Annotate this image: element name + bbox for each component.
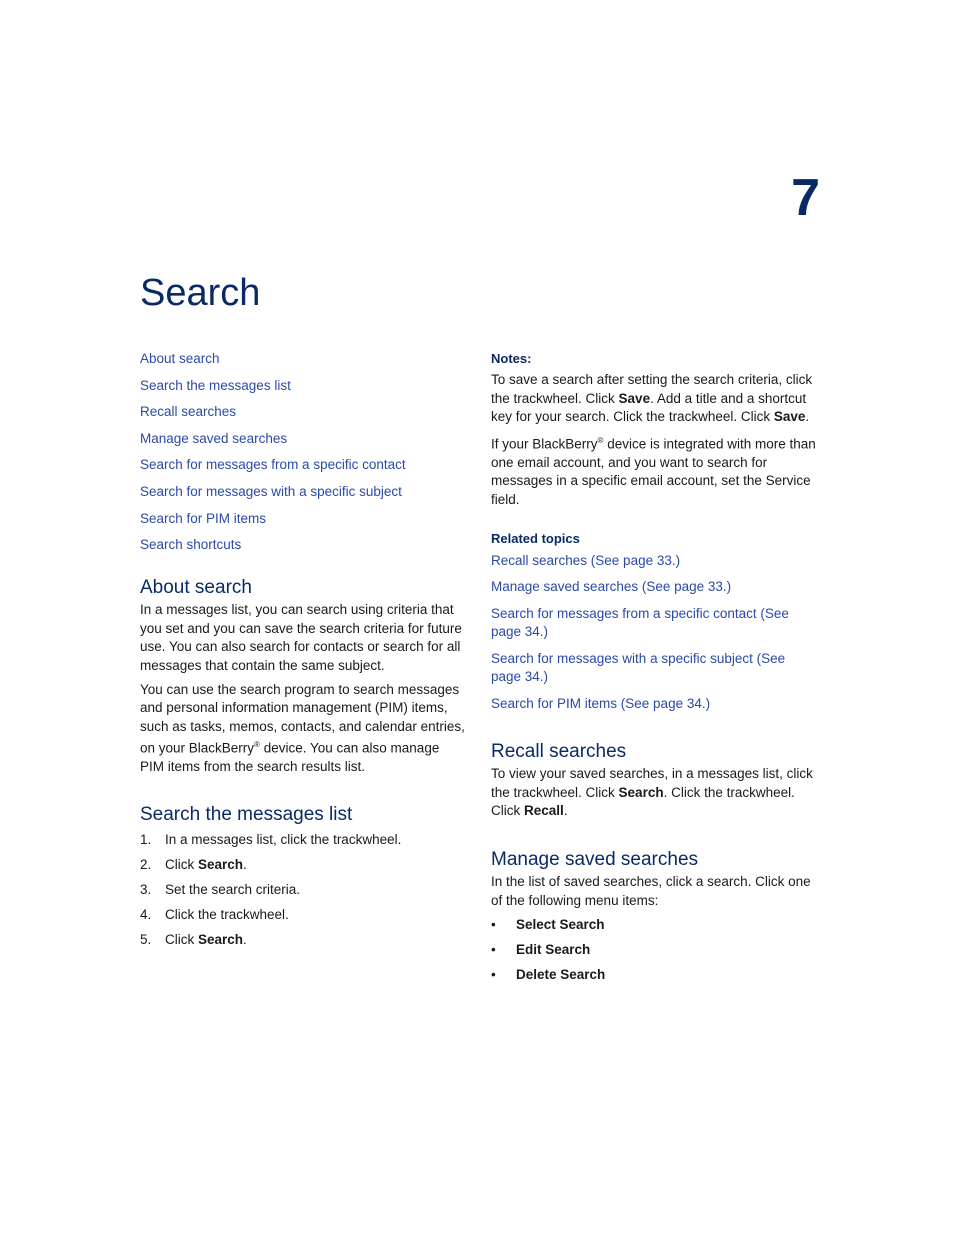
manage-saved-searches-heading: Manage saved searches — [491, 848, 699, 870]
list-item: 2. Click Search. — [140, 857, 247, 872]
about-search-paragraph-1: In a messages list, you can search using criteria that you set and you can save the search criteria for future use. You can also search for contacts or search for all messages that contain the same subject. — [140, 602, 462, 673]
related-topics-section — [491, 530, 816, 714]
notes-paragraph-2: If your BlackBerry® device is integrated with more than one email account, and you want to search for messages in a specific email account, set the Service field. — [491, 435, 816, 508]
related-link-specific-contact[interactable]: Search for messages from a specific contact (See page 34.) — [491, 605, 789, 640]
about-search-section — [140, 576, 465, 777]
related-topics-label: Related topics — [491, 530, 580, 546]
manage-saved-searches-intro: In the list of saved searches, click a search. Click one of the following menu items: — [491, 873, 811, 908]
list-item: • Delete Search — [491, 967, 606, 983]
chapter-number: 7 — [791, 169, 820, 227]
chapter-toc — [140, 350, 465, 554]
list-item: • Edit Search — [491, 942, 591, 958]
search-messages-list-section — [140, 803, 465, 949]
menu-items-list — [491, 916, 816, 984]
related-link-specific-subject[interactable]: Search for messages with a specific subject (See page 34.) — [491, 650, 786, 685]
bullet-icon: • — [491, 942, 496, 958]
page-title: Search — [140, 272, 261, 314]
bullet-icon: • — [491, 967, 496, 983]
toc-link-search-pim-items[interactable]: Search for PIM items — [140, 510, 267, 526]
list-item: 1. In a messages list, click the trackwheel. — [140, 832, 402, 847]
bullet-icon: • — [491, 917, 496, 933]
recall-searches-heading: Recall searches — [491, 741, 627, 763]
recall-searches-paragraph: To view your saved searches, in a messages list, click the trackwheel. Click Search. Click the trackwheel. Click Recall. — [491, 766, 813, 819]
notes-section — [491, 350, 816, 510]
toc-link-search-specific-contact[interactable]: Search for messages from a specific contact — [140, 457, 406, 473]
related-link-manage-saved-searches[interactable]: Manage saved searches (See page 33.) — [491, 579, 732, 595]
related-link-pim-items[interactable]: Search for PIM items (See page 34.) — [491, 695, 711, 711]
related-link-recall-searches[interactable]: Recall searches (See page 33.) — [491, 552, 681, 568]
toc-link-search-shortcuts[interactable]: Search shortcuts — [140, 537, 242, 553]
registered-mark: ® — [254, 740, 260, 750]
search-messages-list-heading: Search the messages list — [140, 804, 353, 825]
toc-link-about-search[interactable]: About search — [140, 351, 220, 366]
left-column — [140, 350, 465, 956]
toc-link-search-messages-list[interactable]: Search the messages list — [140, 377, 291, 393]
search-steps-list — [140, 831, 465, 949]
manage-saved-searches-section — [491, 848, 816, 984]
notes-paragraph-1: To save a search after setting the search criteria, click the trackwheel. Click Save. Add a title and a shortcut key for your search. Click the trackwheel. Click Save. — [491, 372, 813, 425]
notes-label: Notes: — [491, 351, 532, 366]
about-search-paragraph-2: You can use the search program to search messages and personal information management (PIM) items, such as tasks, memos, contacts, and calendar entries, on your BlackBerry® device. You can also manage PIM items from the search results list. — [140, 681, 465, 775]
list-item: 5. Click Search. — [140, 932, 247, 947]
recall-searches-section — [491, 740, 816, 821]
toc-link-manage-saved-searches[interactable]: Manage saved searches — [140, 430, 288, 446]
about-search-heading: About search — [140, 577, 252, 599]
right-column — [491, 350, 816, 991]
toc-link-recall-searches[interactable]: Recall searches — [140, 404, 237, 420]
list-item: 3. Set the search criteria. — [140, 882, 301, 897]
list-item: • Select Search — [491, 917, 605, 933]
toc-link-search-specific-subject[interactable]: Search for messages with a specific subject — [140, 483, 402, 499]
list-item: 4. Click the trackwheel. — [140, 907, 289, 922]
registered-mark: ® — [597, 435, 604, 445]
